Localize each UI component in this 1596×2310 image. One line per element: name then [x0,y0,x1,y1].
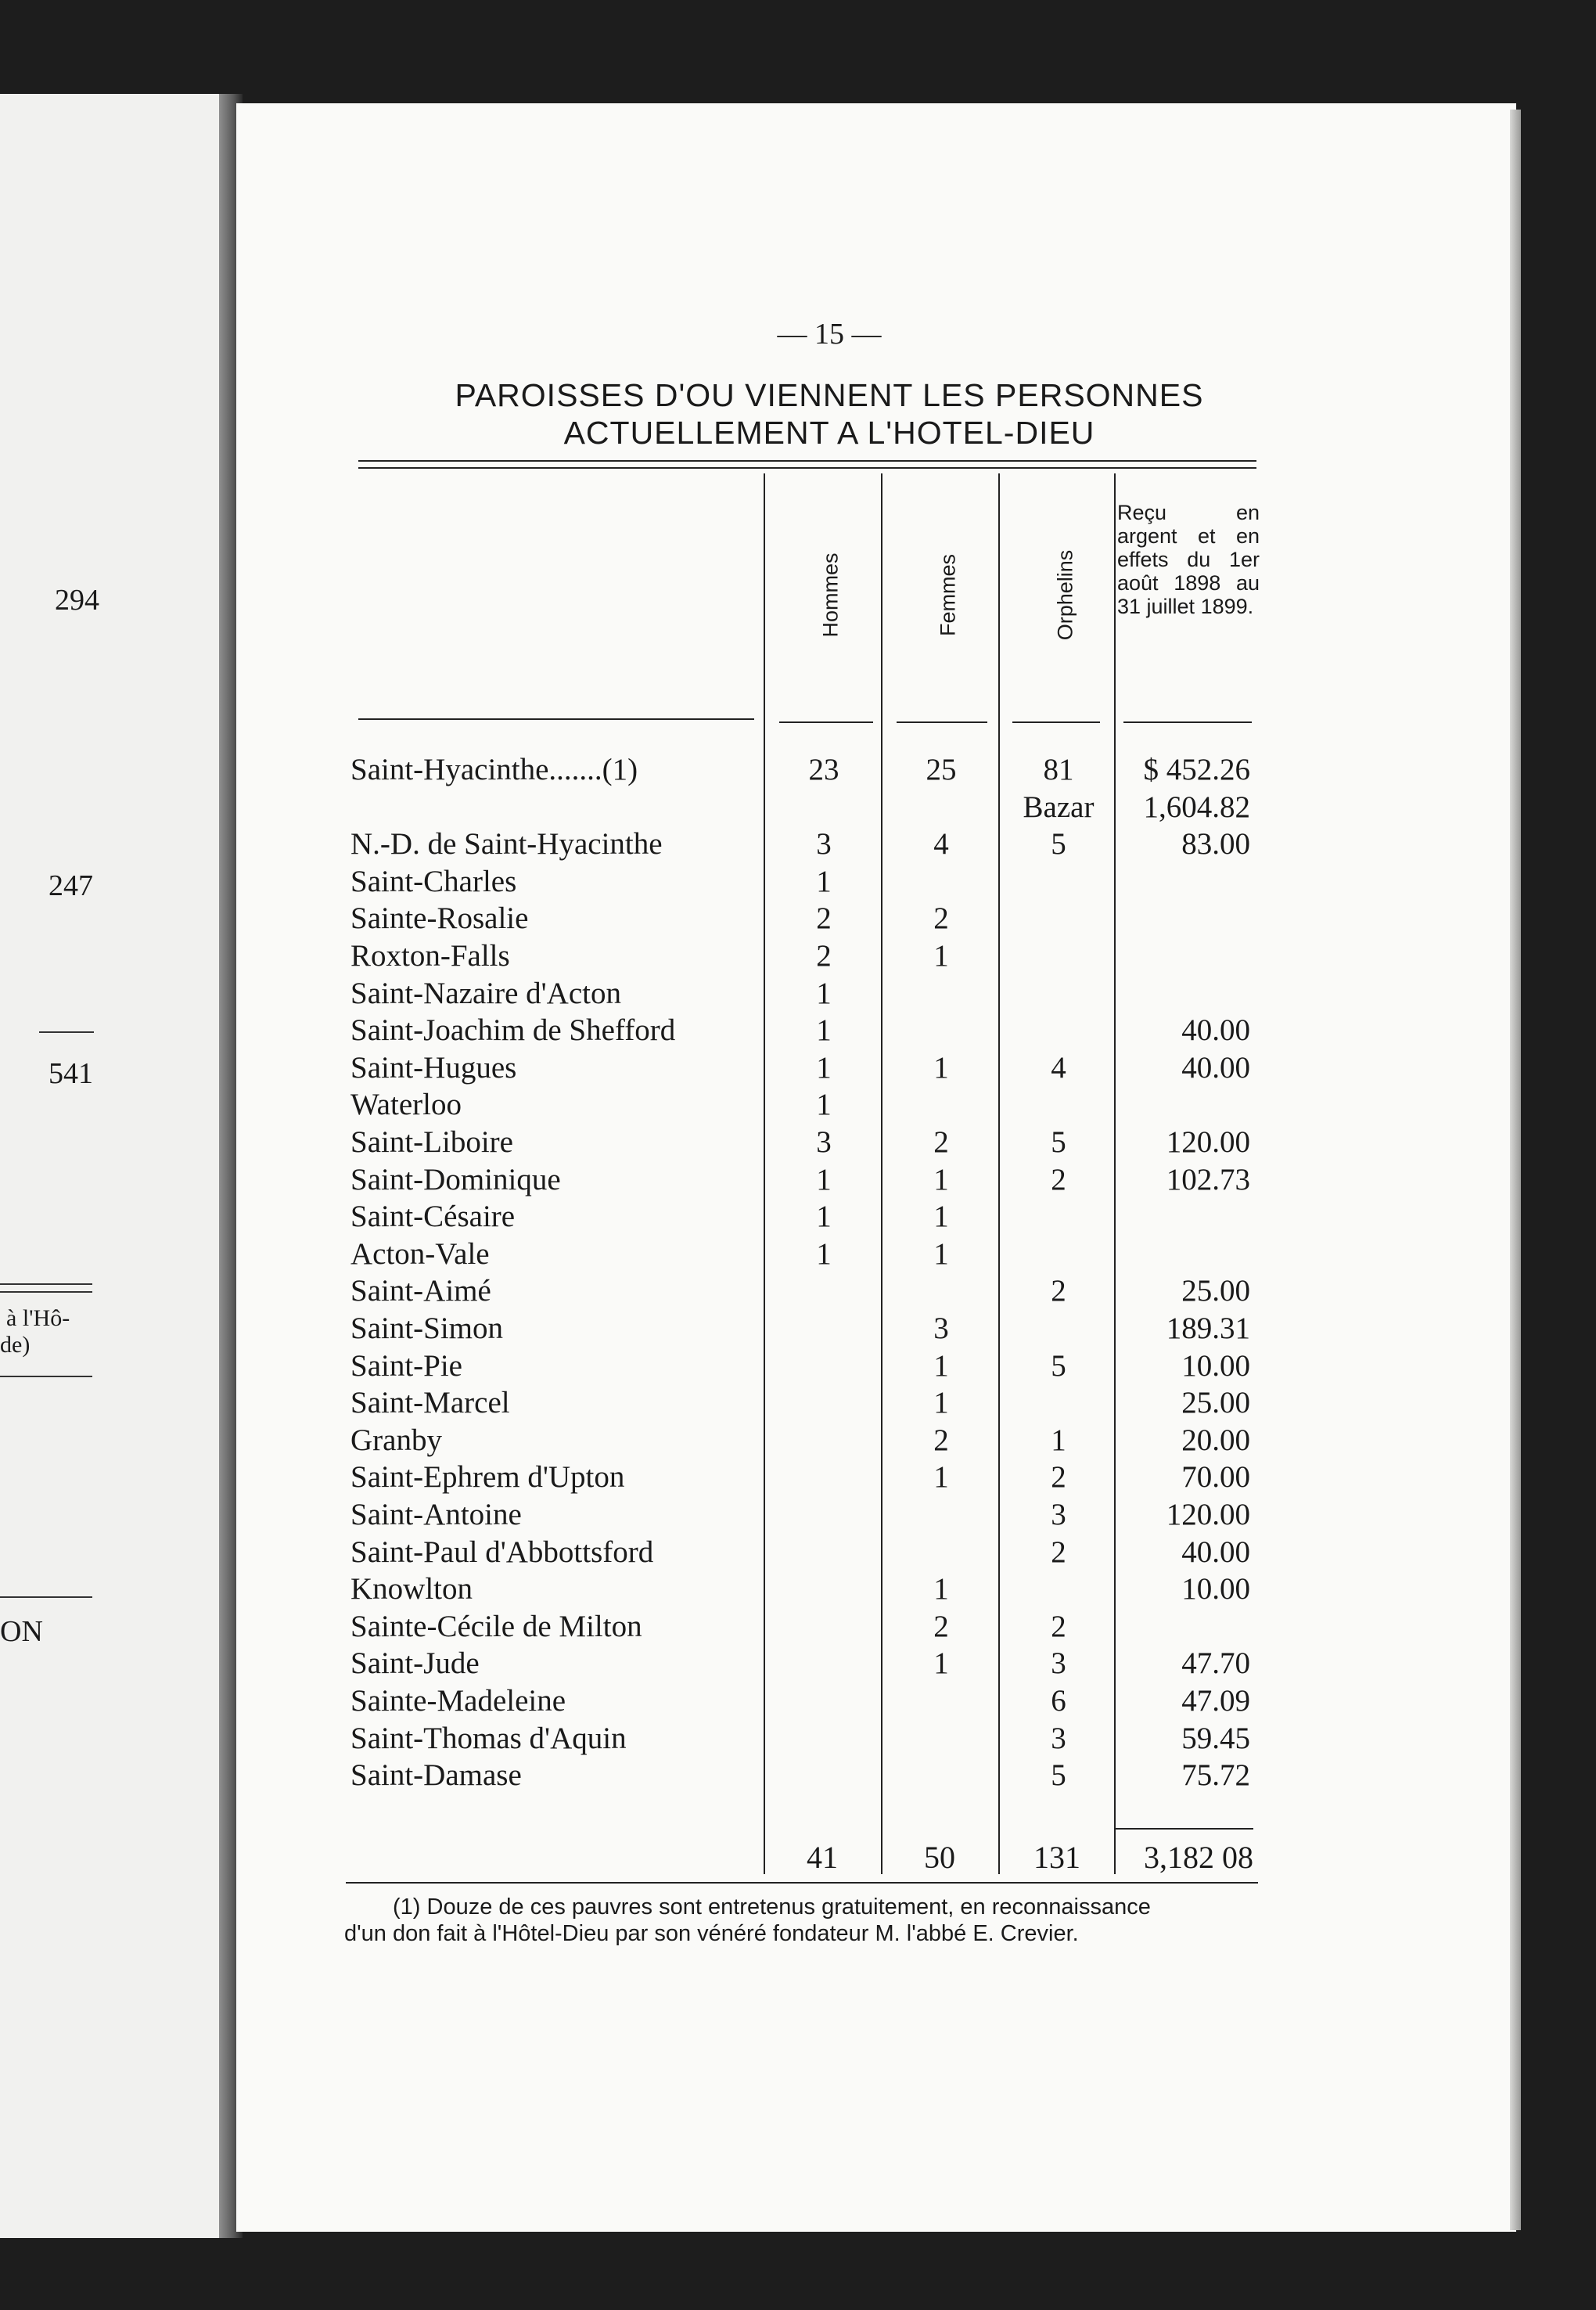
leader-dots [890,975,992,1013]
parish-name: Saint-Hyacinthe.......(1) [350,753,638,786]
cell-femmes: 1 [933,1386,949,1419]
parish-name: Saint-Pie [350,1349,462,1383]
cell-hommes: 1 [816,865,832,898]
leader-dots [773,1348,875,1385]
leader-dots [773,1459,875,1496]
leader-dots [545,937,764,975]
leader-dots [773,1682,875,1720]
header-rule [1123,721,1252,723]
cell-orphelins: 5 [1051,827,1066,861]
leader-dots [1008,1571,1109,1608]
left-page-rule [0,1596,92,1598]
cell-hommes: 2 [816,939,832,973]
cell-hommes: 3 [816,827,832,861]
table-row [350,1534,1258,1571]
parish-name: Saint-Liboire [350,1125,513,1159]
leader-dots [1008,1310,1109,1348]
parish-name: Sainte-Cécile de Milton [350,1610,642,1643]
leader-dots [670,1720,764,1758]
cell-hommes: 1 [816,1163,832,1196]
cell-femmes: 3 [933,1312,949,1345]
cell-femmes: 2 [933,1610,949,1643]
parish-name: Sainte-Rosalie [350,901,529,935]
cell-orphelins: Bazar [1023,790,1095,824]
leader-dots [1008,1236,1109,1273]
table-row [350,1384,1258,1422]
cell-femmes: 2 [933,1423,949,1457]
cell-recu: 47.70 [1181,1646,1250,1680]
leader-dots [773,1720,875,1758]
leader-dots [773,1496,875,1534]
table-row [350,1049,1258,1087]
leader-dots [513,1645,764,1682]
cell-recu: 25.00 [1181,1386,1250,1419]
table-row [350,1459,1258,1496]
leader-dots [773,1571,875,1608]
header-rule [1012,721,1100,723]
leader-dots [773,1422,875,1459]
leader-dots [890,789,992,826]
left-page-rule [39,1031,94,1033]
header-rule [897,721,987,723]
cell-orphelins: 2 [1051,1163,1066,1196]
table-row [350,826,1258,863]
leader-dots [685,975,764,1013]
leader-dots [529,1310,764,1348]
cell-recu: 70.00 [1181,1460,1250,1494]
table-row [350,1124,1258,1161]
table-row [350,1348,1258,1385]
table-row [350,1608,1258,1646]
parish-name: Saint-Charles [350,865,517,898]
cell-orphelins: 1 [1051,1423,1066,1457]
cell-orphelins: 3 [1051,1498,1066,1531]
table-row [350,789,1258,826]
cell-orphelins: 2 [1051,1610,1066,1643]
parish-name: Saint-Paul d'Abbottsford [350,1535,654,1569]
cell-recu: 102.73 [1166,1163,1250,1196]
leader-dots [513,1236,764,1273]
table-row [350,1571,1258,1608]
parish-name: Saint-Jude [350,1646,480,1680]
parish-name: N.-D. de Saint-Hyacinthe [350,827,663,861]
leader-dots [773,1310,875,1348]
cell-orphelins: 2 [1051,1274,1066,1308]
table-row [350,1310,1258,1348]
parish-name: Saint-Ephrem d'Upton [350,1460,625,1494]
leader-dots [1008,1198,1109,1236]
leader-dots [1008,937,1109,975]
footnote [344,1894,1252,1947]
column-header-orphelins: Orphelins [1053,549,1077,641]
leader-dots [513,1272,764,1310]
parish-name: Saint-Damase [350,1758,522,1792]
cell-hommes: 1 [816,977,832,1010]
cell-recu: 120.00 [1166,1498,1250,1531]
parish-name: Saint-Hugues [350,1051,517,1085]
cell-recu: 10.00 [1181,1572,1250,1606]
table-row [350,1757,1258,1794]
leader-dots [890,1757,992,1794]
parish-name: Saint-Nazaire d'Acton [350,977,621,1010]
cell-femmes: 1 [933,1572,949,1606]
table-row [350,1496,1258,1534]
parish-name: Saint-Thomas d'Aquin [350,1722,627,1755]
page-edge [1510,110,1521,2230]
leader-dots [890,1534,992,1571]
footnote-line-2: d'un don fait à l'Hôtel-Dieu par son vénéré fondateur M. l'abbé E. Crevier. [344,1921,1079,1946]
cell-recu: 189.31 [1166,1312,1250,1345]
leader-dots [670,1459,764,1496]
cell-femmes: 1 [933,1051,949,1085]
table-row [350,751,1258,789]
leader-dots [773,1272,875,1310]
leader-dots [773,1757,875,1794]
leader-dots [1008,1086,1109,1124]
cell-recu: $ 452.26 [1143,753,1250,786]
header-rule [779,721,873,723]
parish-name: Knowlton [350,1572,473,1606]
footnote-line-1: (1) Douze de ces pauvres sont entretenus gratuitement, en reconnaissance [393,1894,1151,1920]
title-rule [358,467,1256,469]
table-row [350,1720,1258,1758]
leader-dots [748,1012,764,1049]
parish-name: Saint-Dominique [350,1163,561,1196]
left-page-number-2: 247 [49,869,93,902]
leader-dots [773,1384,875,1422]
parish-name: Saint-Marcel [350,1386,510,1419]
leader-dots [773,1608,875,1646]
cell-recu: 83.00 [1181,827,1250,861]
total-rule [346,1882,1258,1884]
leader-dots [890,1012,992,1049]
left-page [0,94,228,2238]
leader-dots [1008,1012,1109,1049]
leader-dots [890,1086,992,1124]
left-page-rule [0,1283,92,1285]
column-header-hommes: Hommes [818,552,843,638]
cell-femmes: 25 [926,753,957,786]
cell-orphelins: 5 [1051,1349,1066,1383]
cell-femmes: 1 [933,1646,949,1680]
cell-hommes: 1 [816,1088,832,1121]
page-number: — 15 — [777,318,882,351]
table-row [350,1682,1258,1720]
table-row [350,863,1258,901]
table-row [350,1422,1258,1459]
cell-hommes: 1 [816,1200,832,1233]
cell-hommes: 1 [816,1051,832,1085]
total-recu: 3,182 08 [1144,1840,1253,1875]
leader-dots [560,1496,764,1534]
cell-orphelins: 3 [1051,1646,1066,1680]
cell-femmes: 1 [933,939,949,973]
left-page-fragment: à l'Hô- [6,1305,70,1331]
cell-orphelins: 5 [1051,1758,1066,1792]
left-page-number-3: 541 [49,1057,93,1090]
table-row [350,1161,1258,1199]
leader-dots [1008,863,1109,901]
leader-dots [560,1198,764,1236]
total-hommes: 41 [807,1840,838,1875]
column-header-femmes: Femmes [936,554,960,637]
cell-femmes: 4 [933,827,949,861]
leader-dots [773,1534,875,1571]
cell-recu: 120.00 [1166,1125,1250,1159]
cell-recu: 40.00 [1181,1013,1250,1047]
leader-dots [482,1571,764,1608]
cell-recu: 47.09 [1181,1684,1250,1718]
leader-dots [890,1272,992,1310]
leader-dots [732,826,764,863]
leader-dots [498,1348,764,1385]
title-rule [358,460,1256,462]
cell-femmes: 1 [933,1460,949,1494]
cell-orphelins: 4 [1051,1051,1066,1085]
table-row [350,1645,1258,1682]
parish-name: Roxton-Falls [350,939,510,973]
leader-dots [717,1608,764,1646]
table-row [350,937,1258,975]
leader-dots [748,751,764,789]
cell-femmes: 1 [933,1163,949,1196]
parish-name: Sainte-Madeleine [350,1684,566,1718]
leader-dots [890,1496,992,1534]
table-row [350,1012,1258,1049]
cell-orphelins: 3 [1051,1722,1066,1755]
left-page-fragment: de) [0,1332,31,1358]
cell-hommes: 1 [816,1013,832,1047]
sum-rule [1114,1828,1253,1830]
cell-femmes: 1 [933,1349,949,1383]
leader-dots [1008,975,1109,1013]
leader-dots [773,789,875,826]
leader-dots [1008,1384,1109,1422]
leader-dots [773,1645,875,1682]
parish-name: Saint-Césaire [350,1200,516,1233]
total-femmes: 50 [924,1840,955,1875]
leader-dots [451,1422,764,1459]
parish-name: Saint-Antoine [350,1498,522,1531]
cell-hommes: 1 [816,1237,832,1271]
leader-dots [732,1534,764,1571]
cell-femmes: 1 [933,1200,949,1233]
leader-dots [482,1086,764,1124]
leader-dots [560,863,764,901]
cell-orphelins: 2 [1051,1535,1066,1569]
cell-recu: 10.00 [1181,1349,1250,1383]
cell-recu: 40.00 [1181,1535,1250,1569]
cell-orphelins: 6 [1051,1684,1066,1718]
total-orphelins: 131 [1033,1840,1080,1875]
leader-dots [591,1161,764,1199]
left-page-fragment: ON [0,1615,43,1648]
leader-dots [545,1049,764,1087]
column-header-recu: Reçu en argent et en effets du 1er août 1898 au 31 juillet 1899. [1117,501,1260,618]
cell-hommes: 2 [816,901,832,935]
cell-recu: 75.72 [1181,1758,1250,1792]
parish-name: Waterloo [350,1088,462,1121]
page-subtitle: ACTUELLEMENT A L'HOTEL-DIEU [563,415,1095,451]
leader-dots [545,1384,764,1422]
parish-name: Saint-Joachim de Shefford [350,1013,676,1047]
cell-orphelins: 81 [1043,753,1074,786]
cell-hommes: 3 [816,1125,832,1159]
leader-dots [607,1682,764,1720]
cell-femmes: 2 [933,901,949,935]
cell-recu: 59.45 [1181,1722,1250,1755]
leader-dots [890,863,992,901]
cell-hommes: 23 [808,753,839,786]
table-row [350,1236,1258,1273]
left-page-rule [0,1376,92,1377]
table-row [350,1086,1258,1124]
cell-recu: 1,604.82 [1143,790,1250,824]
leader-dots [1008,900,1109,937]
left-page-rule [0,1291,92,1293]
parish-name: Saint-Aimé [350,1274,491,1308]
table-row [350,900,1258,937]
cell-recu: 25.00 [1181,1274,1250,1308]
cell-femmes: 2 [933,1125,949,1159]
leader-dots [560,1124,764,1161]
cell-recu: 20.00 [1181,1423,1250,1457]
table-row [350,1272,1258,1310]
table-row [350,1198,1258,1236]
table-row [350,975,1258,1013]
leader-dots [890,1720,992,1758]
parish-name: Granby [350,1423,442,1457]
cell-orphelins: 2 [1051,1460,1066,1494]
parish-name: Saint-Simon [350,1312,504,1345]
cell-orphelins: 5 [1051,1125,1066,1159]
leader-dots [576,900,764,937]
parish-name: Acton-Vale [350,1237,490,1271]
left-page-number-1: 294 [55,584,99,617]
cell-femmes: 1 [933,1237,949,1271]
header-rule [358,718,754,720]
cell-recu: 40.00 [1181,1051,1250,1085]
leader-dots [890,1682,992,1720]
leader-dots [545,1757,764,1794]
page-title: PAROISSES D'OU VIENNENT LES PERSONNES [455,377,1204,413]
